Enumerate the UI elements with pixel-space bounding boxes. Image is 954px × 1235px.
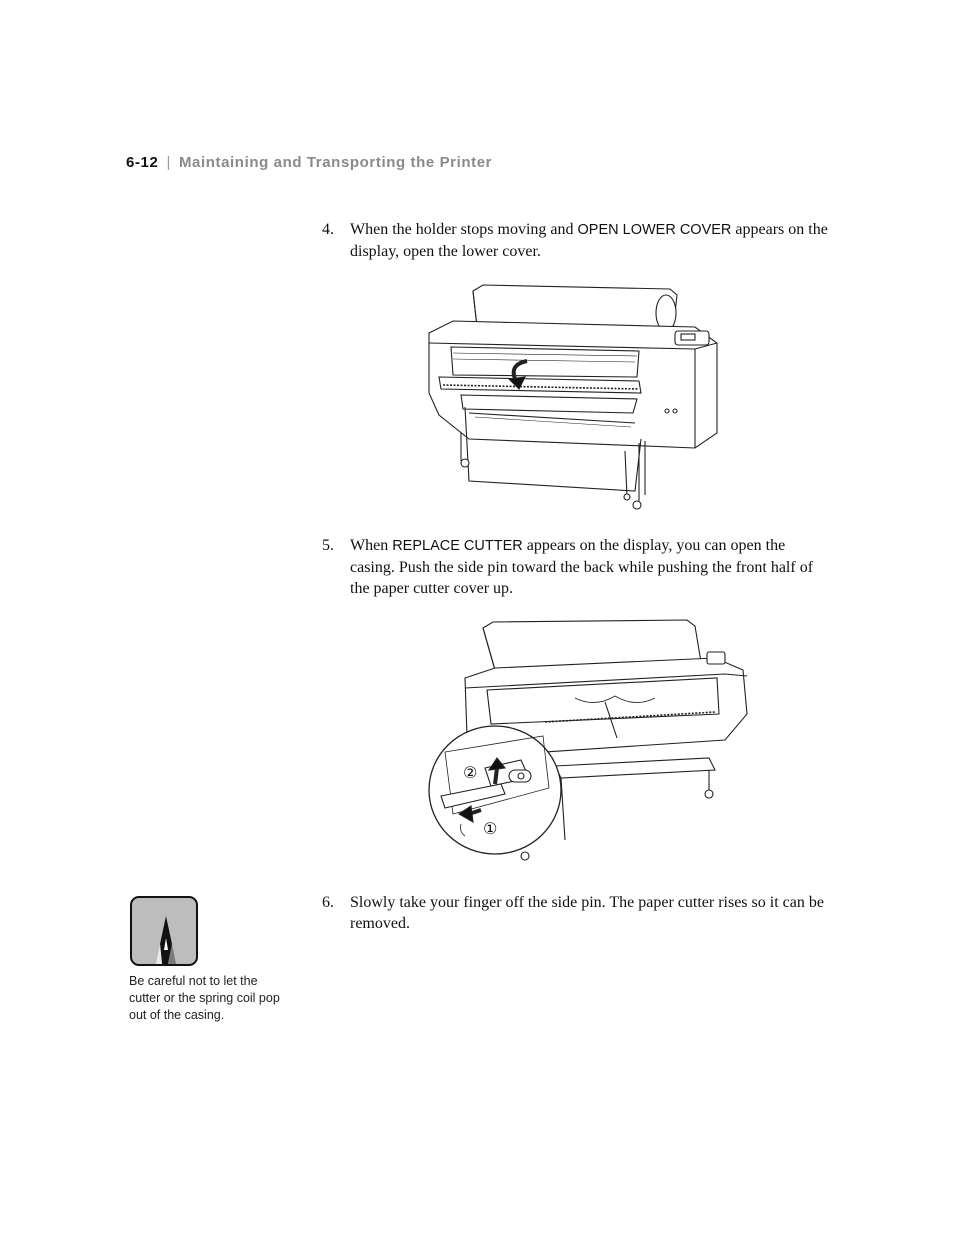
callout-1: ①	[483, 819, 498, 838]
step-text	[350, 535, 832, 599]
display-message: REPLACE CUTTER	[392, 538, 523, 554]
replace-cutter-illustration	[425, 618, 755, 864]
step-text-before: When	[350, 537, 393, 554]
step-number: 4.	[322, 221, 334, 238]
step-5	[322, 535, 832, 599]
step-text-before: When the holder stops moving and	[350, 221, 578, 238]
page-number: 6-12	[126, 154, 159, 171]
step-6	[322, 892, 832, 934]
running-header	[126, 154, 492, 171]
step-text: Slowly take your finger off the side pin. The paper cutter rises so it can be removed.	[350, 894, 824, 932]
caution-note: Be careful not to let the cutter or the spring coil pop out of the casing.	[129, 974, 280, 1022]
display-message: OPEN LOWER COVER	[577, 222, 732, 238]
step-number: 5.	[322, 537, 334, 554]
section-title: Maintaining and Transporting the Printer	[178, 154, 493, 171]
callout-2: ②	[463, 763, 478, 782]
step-text-after: appears on the display, open the lower cover.	[350, 221, 828, 260]
step-text-after: appears on the display, you can open the casing. Push the side pin toward the back while pushing the front half of the paper cutter cover up.	[350, 537, 814, 597]
step-text	[350, 219, 832, 262]
printer-lower-cover-illustration	[425, 283, 725, 515]
header-separator: |	[166, 154, 171, 171]
caution-pen-icon	[132, 898, 196, 964]
caution-icon	[130, 896, 198, 966]
step-4	[322, 219, 832, 262]
step-number: 6.	[322, 894, 334, 911]
